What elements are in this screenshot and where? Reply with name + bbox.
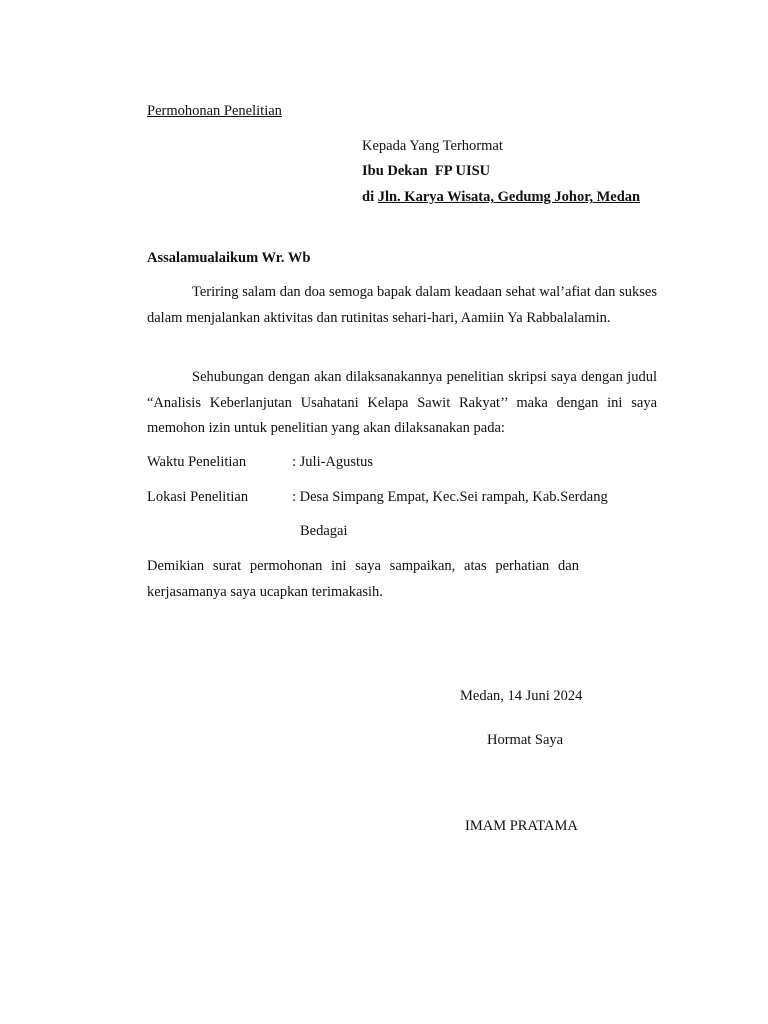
location-value-cont: Bedagai: [300, 523, 348, 539]
paragraph-1: [147, 280, 657, 331]
recipient-line-3: [362, 189, 640, 206]
closing-paragraph: Demikian surat permohonan ini saya sampaikan, atas perhatian dan kerjasamanya saya ucapkan terimakasih.: [147, 558, 579, 600]
paragraph-2: [147, 365, 657, 442]
paragraph-1-text: Teriring salam dan doa semoga bapak dalam keadaan sehat wal’afiat dan sukses dalam menjalankan aktivitas dan rutinitas sehari-hari, Aamiin Ya Rabbalalamin.: [147, 284, 657, 326]
letter-subject: Permohonan Penelitian: [147, 103, 282, 119]
location-value: : Desa Simpang Empat, Kec.Sei rampah, Kab.Serdang: [292, 489, 608, 505]
time-label: Waktu Penelitian: [147, 454, 247, 470]
time-value: : Juli-Agustus: [292, 454, 373, 470]
location-label: Lokasi Penelitian: [147, 489, 249, 505]
signer-name: IMAM PRATAMA: [465, 818, 578, 834]
greeting: Assalamualaikum Wr. Wb: [147, 250, 311, 266]
recipient-line-1: Kepada Yang Terhormat: [362, 138, 503, 154]
paragraph-2-text: Sehubungan dengan akan dilaksanakannya penelitian skripsi saya dengan judul “Analisis Keberlanjutan Usahatani Kelapa Sawit Rakyat’’ maka dengan ini saya memohon izin untuk penelitian yang akan dilaksanakan pada:: [147, 369, 657, 436]
signature-salutation: Hormat Saya: [487, 732, 564, 748]
recipient-address: Jln. Karya Wisata, Gedumg Johor, Medan: [377, 189, 641, 205]
place-date: Medan, 14 Juni 2024: [460, 688, 583, 704]
recipient-prefix: di: [362, 189, 375, 205]
recipient-line-2: Ibu Dekan FP UISU: [362, 163, 491, 179]
